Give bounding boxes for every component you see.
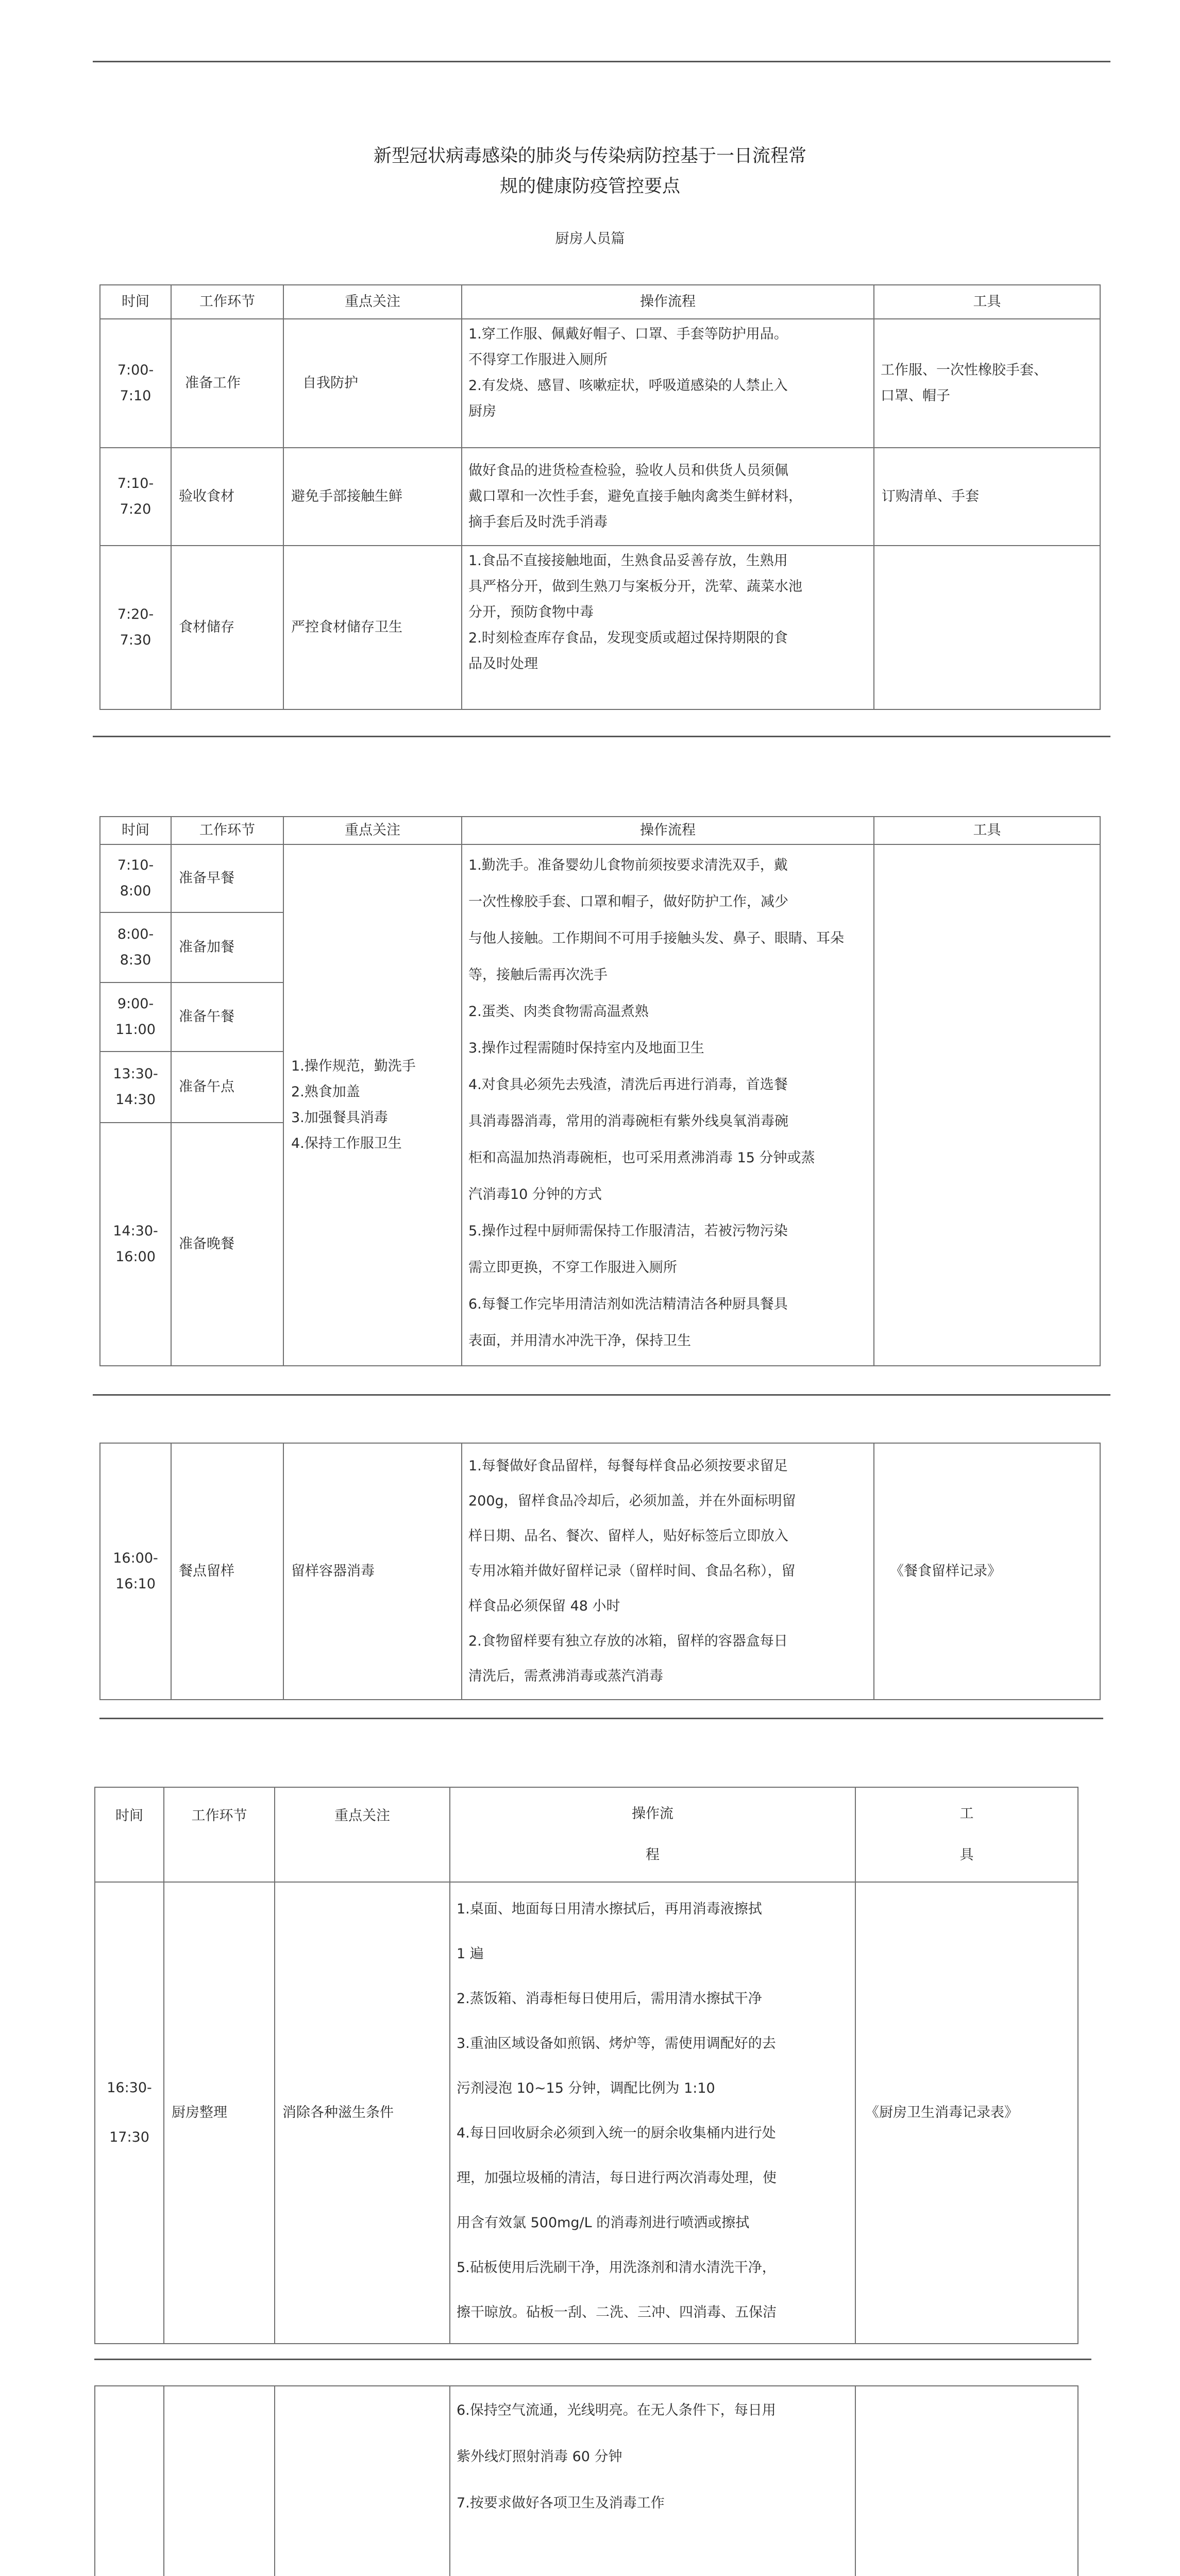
section-rule bbox=[93, 1394, 1110, 1396]
step-cell: 验收食材 bbox=[171, 448, 283, 546]
step-cell: 准备晚餐 bbox=[171, 1123, 283, 1366]
table-row bbox=[100, 319, 1100, 448]
page-title-line2: 规的健康防疫管控要点 bbox=[499, 176, 680, 197]
step-cell bbox=[164, 2386, 275, 2576]
table-row bbox=[95, 2386, 1078, 2576]
table-row bbox=[100, 844, 1100, 912]
process-cell: 1.勤洗手。准备婴幼儿食物前须按要求清洗双手，戴 一次性橡胶手套、口罩和帽子，做好防护工作，减少 与他人接触。工作期间不可用手接触头发、鼻子、眼睛、耳朵 等，接触后需再次洗手 2.蛋类、肉类食物需高温煮熟 3.操作过程需随时保持室内及地面卫生 4.对食具必须先去残渣，清洗后再进行消毒，首选餐 具消毒器消毒，常用的消毒碗柜有紫外线臭氧消毒碗 柜和高温加热消毒碗柜，也可采用煮沸消毒 15 分钟或蒸 汽消毒10 分钟的方式 5.操作过程中厨师需保持工作服清洁，若被污物污染 需立即更换，不穿工作服进入厕所 6.每餐工作完毕用清洁剂如洗洁精清洁各种厨具餐具 表面，并用清水冲洗干净，保持卫生 bbox=[462, 844, 874, 1366]
header-focus: 重点关注 bbox=[283, 285, 462, 319]
schedule-table-cleaning bbox=[94, 1787, 1078, 2344]
process-cell: 1.每餐做好食品留样，每餐每样食品必须按要求留足 200g，留样食品冷却后，必须加盖，并在外面标明留 样日期、品名、餐次、留样人，贴好标签后立即放入 专用冰箱并做好留样记录（留样时间、食品名称），留 样食品必须保留 48 小时 2.食物留样要有独立存放的冰箱，留样的容器盒每日 清洗后，需煮沸消毒或蒸汽消毒 bbox=[462, 1443, 874, 1700]
table-row bbox=[95, 1882, 1078, 2344]
table-header-row bbox=[100, 285, 1100, 319]
header-focus: 重点关注 bbox=[275, 1787, 450, 1882]
table-row bbox=[100, 448, 1100, 546]
page-subtitle: 厨房人员篇 bbox=[555, 231, 625, 247]
time-cell bbox=[95, 2386, 164, 2576]
time-cell: 8:00- 8:30 bbox=[100, 912, 171, 982]
section-rule bbox=[93, 736, 1110, 737]
header-tools: 工具 bbox=[874, 285, 1100, 319]
schedule-table-continued bbox=[94, 2385, 1078, 2576]
time-cell: 9:00- 11:00 bbox=[100, 982, 171, 1052]
tools-cell: 工作服、一次性橡胶手套、 口罩、帽子 bbox=[874, 319, 1100, 448]
step-cell: 食材储存 bbox=[171, 546, 283, 709]
focus-cell: 留样容器消毒 bbox=[283, 1443, 462, 1700]
header-step: 工作环节 bbox=[171, 285, 283, 319]
table-row bbox=[100, 1443, 1100, 1700]
top-rule bbox=[93, 61, 1110, 62]
process-cell: 6.保持空气流通，光线明亮。在无人条件下，每日用 紫外线灯照射消毒 60 分钟 7.按要求做好各项卫生及消毒工作 bbox=[450, 2386, 855, 2576]
table-row bbox=[100, 546, 1100, 709]
step-cell: 餐点留样 bbox=[171, 1443, 283, 1700]
step-cell: 准备加餐 bbox=[171, 912, 283, 982]
focus-cell: 严控食材储存卫生 bbox=[283, 546, 462, 709]
step-cell: 厨房整理 bbox=[164, 1882, 275, 2344]
tools-cell bbox=[855, 2386, 1078, 2576]
time-cell: 7:10- 8:00 bbox=[100, 844, 171, 912]
header-process: 操作流程 bbox=[462, 817, 874, 844]
section-rule bbox=[99, 1718, 1103, 1719]
time-cell: 14:30- 16:00 bbox=[100, 1123, 171, 1366]
process-cell: 做好食品的进货检查检验，验收人员和供货人员须佩 戴口罩和一次性手套，避免直接手触肉禽类生鲜材料， 摘手套后及时洗手消毒 bbox=[462, 448, 874, 546]
header-tools: 工 具 bbox=[855, 1787, 1078, 1882]
table-header-row bbox=[95, 1787, 1078, 1882]
header-time: 时间 bbox=[95, 1787, 164, 1882]
tools-cell bbox=[874, 546, 1100, 709]
process-cell: 1.桌面、地面每日用清水擦拭后，再用消毒液擦拭 1 遍 2.蒸饭箱、消毒柜每日使用后，需用清水擦拭干净 3.重油区域设备如煎锅、烤炉等，需使用调配好的去 污剂浸泡 10~15 分钟，调配比例为 1:10 4.每日回收厨余必须到入统一的厨余收集桶内进行处 理，加强垃圾桶的清洁，每日进行两次消毒处理，使 用含有效氯 500mg/L 的消毒剂进行喷洒或擦拭 5.砧板使用后洗刷干净，用洗涤剂和清水清洗干净， 擦干晾放。砧板一刮、二洗、三冲、四消毒、五保洁 bbox=[450, 1882, 855, 2344]
tools-cell bbox=[874, 844, 1100, 1366]
schedule-table-sample bbox=[99, 1443, 1101, 1700]
focus-cell: 自我防护 bbox=[283, 319, 462, 448]
header-time: 时间 bbox=[100, 285, 171, 319]
time-cell: 7:00- 7:10 bbox=[100, 319, 171, 448]
section-rule bbox=[94, 2359, 1091, 2360]
time-cell: 7:10- 7:20 bbox=[100, 448, 171, 546]
time-cell: 16:30- 17:30 bbox=[95, 1882, 164, 2344]
step-cell: 准备工作 bbox=[171, 319, 283, 448]
step-cell: 准备午点 bbox=[171, 1052, 283, 1123]
step-cell: 准备午餐 bbox=[171, 982, 283, 1052]
header-step: 工作环节 bbox=[171, 817, 283, 844]
tools-cell: 《厨房卫生消毒记录表》 bbox=[855, 1882, 1078, 2344]
tools-cell: 订购清单、手套 bbox=[874, 448, 1100, 546]
header-process: 操作流 程 bbox=[450, 1787, 855, 1882]
time-cell: 13:30- 14:30 bbox=[100, 1052, 171, 1123]
header-step: 工作环节 bbox=[164, 1787, 275, 1882]
header-process: 操作流程 bbox=[462, 285, 874, 319]
page-title-line1: 新型冠状病毒感染的肺炎与传染病防控基于一日流程常 bbox=[373, 146, 806, 166]
table-header-row bbox=[100, 817, 1100, 844]
header-focus: 重点关注 bbox=[283, 817, 462, 844]
schedule-table-meals bbox=[99, 816, 1101, 1366]
focus-cell: 1.操作规范，勤洗手 2.熟食加盖 3.加强餐具消毒 4.保持工作服卫生 bbox=[283, 844, 462, 1366]
focus-cell: 消除各种滋生条件 bbox=[275, 1882, 450, 2344]
focus-cell bbox=[275, 2386, 450, 2576]
header-time: 时间 bbox=[100, 817, 171, 844]
tools-cell: 《餐食留样记录》 bbox=[874, 1443, 1100, 1700]
process-cell: 1.食品不直接接触地面，生熟食品妥善存放，生熟用 具严格分开，做到生熟刀与案板分开，洗荤、蔬菜水池 分开，预防食物中毒 2.时刻检查库存食品，发现变质或超过保持期限的食 品及时处理 bbox=[462, 546, 874, 709]
step-cell: 准备早餐 bbox=[171, 844, 283, 912]
focus-cell: 避免手部接触生鲜 bbox=[283, 448, 462, 546]
schedule-table-morning bbox=[99, 284, 1101, 710]
time-cell: 7:20- 7:30 bbox=[100, 546, 171, 709]
time-cell: 16:00- 16:10 bbox=[100, 1443, 171, 1700]
header-tools: 工具 bbox=[874, 817, 1100, 844]
process-cell: 1.穿工作服、佩戴好帽子、口罩、手套等防护用品。 不得穿工作服进入厕所 2.有发烧、感冒、咳嗽症状，呼吸道感染的人禁止入 厨房 bbox=[462, 319, 874, 448]
